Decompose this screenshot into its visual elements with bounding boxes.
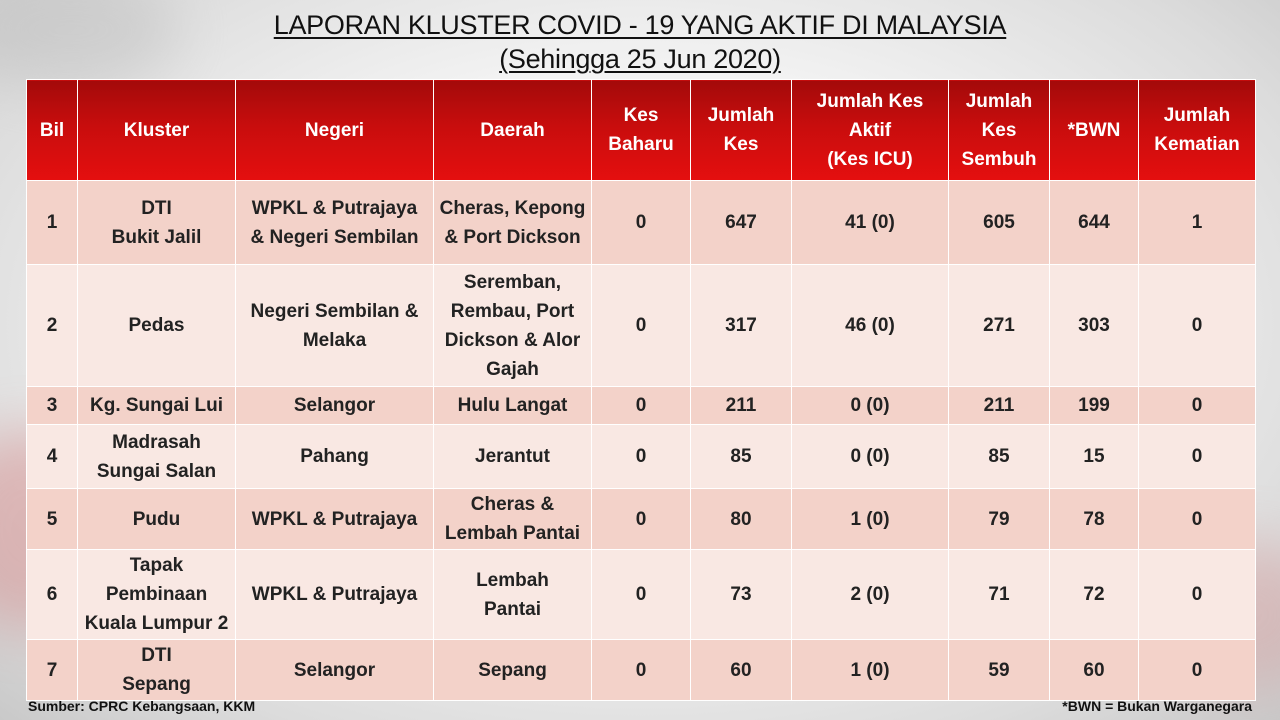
header-jumlah-kematian-text: Kematian bbox=[1154, 134, 1240, 155]
table-row bbox=[27, 265, 1256, 387]
cell-kluster bbox=[78, 489, 236, 550]
cell-kes-sembuh: 79 bbox=[949, 489, 1050, 550]
cell-kluster-line: Kg. Sungai Lui bbox=[90, 395, 223, 416]
cell-kes-sembuh: 271 bbox=[949, 265, 1050, 387]
header-jumlah-kes-sembuh bbox=[949, 80, 1050, 181]
cell-kes-aktif: 0 (0) bbox=[792, 425, 949, 489]
cell-negeri-line: WPKL & Putrajaya bbox=[251, 584, 418, 605]
cell-kes-baharu: 0 bbox=[592, 640, 691, 701]
header-jumlah-kes-aktif-text: Jumlah Kes bbox=[816, 90, 924, 112]
cell-daerah-line: Lembah bbox=[476, 569, 549, 591]
header-kluster bbox=[78, 80, 236, 181]
cell-negeri-line: Selangor bbox=[293, 659, 376, 681]
cell-negeri-line: Pahang bbox=[300, 446, 369, 467]
cell-daerah-line: & Port Dickson bbox=[444, 226, 581, 248]
table-header-row bbox=[27, 80, 1256, 181]
cell-bil: 3 bbox=[27, 387, 78, 425]
header-kes-baharu-text: Kes bbox=[623, 105, 659, 126]
cell-kluster-line: Pembinaan bbox=[105, 584, 208, 605]
cell-negeri bbox=[236, 181, 434, 265]
cell-kes-sembuh: 605 bbox=[949, 181, 1050, 265]
cell-bil: 1 bbox=[27, 181, 78, 265]
header-jumlah-kes-sembuh-text: Sembuh bbox=[961, 148, 1037, 170]
cell-daerah-line: Pantai bbox=[483, 598, 542, 620]
cell-bil: 6 bbox=[27, 550, 78, 640]
cell-kes-baharu: 0 bbox=[592, 550, 691, 640]
cell-kematian: 0 bbox=[1139, 550, 1256, 640]
cell-negeri-line: Selangor bbox=[293, 395, 376, 416]
header-negeri-text: Negeri bbox=[304, 119, 365, 141]
table-row bbox=[27, 489, 1256, 550]
cell-daerah bbox=[434, 640, 592, 701]
cell-bwn: 78 bbox=[1050, 489, 1139, 550]
cell-kluster-line: Sepang bbox=[122, 674, 191, 695]
header-bwn-text: *BWN bbox=[1067, 119, 1121, 141]
cell-kematian: 0 bbox=[1139, 489, 1256, 550]
cell-negeri bbox=[236, 425, 434, 489]
cell-daerah-line: Hulu Langat bbox=[457, 395, 568, 416]
header-bil bbox=[27, 80, 78, 181]
cell-kluster bbox=[78, 387, 236, 425]
cell-daerah-line: Rembau, Port bbox=[450, 300, 575, 322]
cell-daerah bbox=[434, 550, 592, 640]
header-jumlah-kes-aktif-text: Aktif bbox=[848, 119, 892, 141]
header-kluster-text: Kluster bbox=[123, 119, 190, 141]
cell-jumlah-kes: 60 bbox=[691, 640, 792, 701]
source-note: Sumber: CPRC Kebangsaan, KKM bbox=[28, 698, 256, 714]
cell-kluster-line: Kuala Lumpur 2 bbox=[84, 613, 229, 634]
cell-kematian: 0 bbox=[1139, 640, 1256, 701]
cell-kes-baharu: 0 bbox=[592, 181, 691, 265]
cell-negeri bbox=[236, 387, 434, 425]
cell-kluster bbox=[78, 550, 236, 640]
cell-kes-sembuh: 85 bbox=[949, 425, 1050, 489]
cell-kes-aktif: 1 (0) bbox=[792, 640, 949, 701]
cell-negeri-line: WPKL & Putrajaya bbox=[251, 508, 418, 530]
cell-bwn: 60 bbox=[1050, 640, 1139, 701]
cell-kes-aktif: 41 (0) bbox=[792, 181, 949, 265]
cell-negeri-line: WPKL & Putrajaya bbox=[251, 197, 418, 219]
cell-kes-baharu: 0 bbox=[592, 489, 691, 550]
cell-negeri-line: & Negeri Sembilan bbox=[250, 226, 419, 248]
header-jumlah-kematian bbox=[1139, 80, 1256, 181]
header-jumlah-kes-sembuh-text: Kes bbox=[981, 119, 1017, 141]
cell-daerah-line: Gajah bbox=[486, 358, 539, 380]
cell-kes-aktif: 46 (0) bbox=[792, 265, 949, 387]
table-row bbox=[27, 387, 1256, 425]
cell-bil: 5 bbox=[27, 489, 78, 550]
table-row bbox=[27, 550, 1256, 640]
cell-kes-baharu: 0 bbox=[592, 265, 691, 387]
bwn-legend-note: *BWN = Bukan Warganegara bbox=[1062, 698, 1252, 714]
cell-kluster bbox=[78, 265, 236, 387]
cell-jumlah-kes: 647 bbox=[691, 181, 792, 265]
cell-kluster bbox=[78, 181, 236, 265]
cell-kluster-line: Tapak bbox=[129, 555, 184, 576]
header-kes-baharu-text: Baharu bbox=[608, 134, 674, 155]
cell-kes-sembuh: 211 bbox=[949, 387, 1050, 425]
cell-kes-sembuh: 71 bbox=[949, 550, 1050, 640]
cell-negeri-line: Melaka bbox=[302, 329, 367, 351]
cell-daerah-line: Jerantut bbox=[475, 446, 550, 467]
cell-negeri bbox=[236, 640, 434, 701]
cell-daerah-line: Cheras, Kepong bbox=[439, 197, 586, 219]
cell-kluster-line: Sungai Salan bbox=[96, 460, 217, 482]
cell-bwn: 15 bbox=[1050, 425, 1139, 489]
table-row bbox=[27, 640, 1256, 701]
cell-jumlah-kes: 317 bbox=[691, 265, 792, 387]
cell-negeri bbox=[236, 489, 434, 550]
cell-negeri bbox=[236, 550, 434, 640]
cell-kematian: 0 bbox=[1139, 265, 1256, 387]
cell-kematian: 1 bbox=[1139, 181, 1256, 265]
cell-kes-aktif: 0 (0) bbox=[792, 387, 949, 425]
header-jumlah-kes-aktif bbox=[792, 80, 949, 181]
cell-bwn: 72 bbox=[1050, 550, 1139, 640]
cell-kluster bbox=[78, 425, 236, 489]
cell-bwn: 303 bbox=[1050, 265, 1139, 387]
header-bil-text: Bil bbox=[39, 119, 65, 141]
cell-daerah bbox=[434, 489, 592, 550]
header-jumlah-kes-text: Jumlah bbox=[707, 105, 775, 126]
cell-bil: 2 bbox=[27, 265, 78, 387]
cell-kes-sembuh: 59 bbox=[949, 640, 1050, 701]
header-jumlah-kes-aktif-text: (Kes ICU) bbox=[827, 148, 913, 170]
cell-kluster-line: Pudu bbox=[132, 508, 181, 530]
cell-jumlah-kes: 211 bbox=[691, 387, 792, 425]
cell-jumlah-kes: 80 bbox=[691, 489, 792, 550]
cell-kluster-line: DTI bbox=[141, 645, 172, 666]
page-title: LAPORAN KLUSTER COVID - 19 YANG AKTIF DI MALAYSIA bbox=[273, 10, 1007, 40]
header-daerah-text: Daerah bbox=[480, 119, 545, 141]
table-row bbox=[27, 181, 1256, 265]
header-jumlah-kes-sembuh-text: Jumlah bbox=[965, 90, 1033, 112]
header-jumlah-kes-text: Kes bbox=[723, 134, 759, 155]
header-jumlah-kematian-text: Jumlah bbox=[1163, 105, 1231, 126]
cell-kluster-line: Madrasah bbox=[112, 431, 201, 453]
cell-negeri-line: Negeri Sembilan & bbox=[250, 300, 419, 322]
cell-kluster-line: Pedas bbox=[128, 315, 185, 336]
cell-kluster-line: Bukit Jalil bbox=[111, 226, 202, 248]
cell-jumlah-kes: 73 bbox=[691, 550, 792, 640]
cell-negeri bbox=[236, 265, 434, 387]
cell-kes-baharu: 0 bbox=[592, 425, 691, 489]
cell-daerah bbox=[434, 181, 592, 265]
header-jumlah-kes bbox=[691, 80, 792, 181]
cell-daerah bbox=[434, 387, 592, 425]
table-body bbox=[27, 181, 1256, 701]
cell-kes-baharu: 0 bbox=[592, 387, 691, 425]
cell-kes-aktif: 1 (0) bbox=[792, 489, 949, 550]
cell-daerah bbox=[434, 265, 592, 387]
cell-kluster-line: DTI bbox=[141, 197, 172, 219]
header-daerah bbox=[434, 80, 592, 181]
cluster-table bbox=[26, 79, 1256, 701]
cell-kes-aktif: 2 (0) bbox=[792, 550, 949, 640]
cell-daerah-line: Sepang bbox=[478, 659, 547, 681]
cell-daerah-line: Seremban, bbox=[463, 271, 562, 293]
header-bwn bbox=[1050, 80, 1139, 181]
page-subtitle-date: (Sehingga 25 Jun 2020) bbox=[499, 44, 781, 74]
cell-daerah-line: Dickson & Alor bbox=[444, 329, 581, 351]
cell-kluster bbox=[78, 640, 236, 701]
cell-daerah bbox=[434, 425, 592, 489]
cell-kematian: 0 bbox=[1139, 425, 1256, 489]
cell-jumlah-kes: 85 bbox=[691, 425, 792, 489]
cell-daerah-line: Cheras & bbox=[470, 494, 555, 515]
header-kes-baharu bbox=[592, 80, 691, 181]
cell-bwn: 644 bbox=[1050, 181, 1139, 265]
table-row bbox=[27, 425, 1256, 489]
cell-bil: 7 bbox=[27, 640, 78, 701]
cell-kematian: 0 bbox=[1139, 387, 1256, 425]
cell-bwn: 199 bbox=[1050, 387, 1139, 425]
header-negeri bbox=[236, 80, 434, 181]
cell-daerah-line: Lembah Pantai bbox=[444, 523, 581, 544]
cell-bil: 4 bbox=[27, 425, 78, 489]
